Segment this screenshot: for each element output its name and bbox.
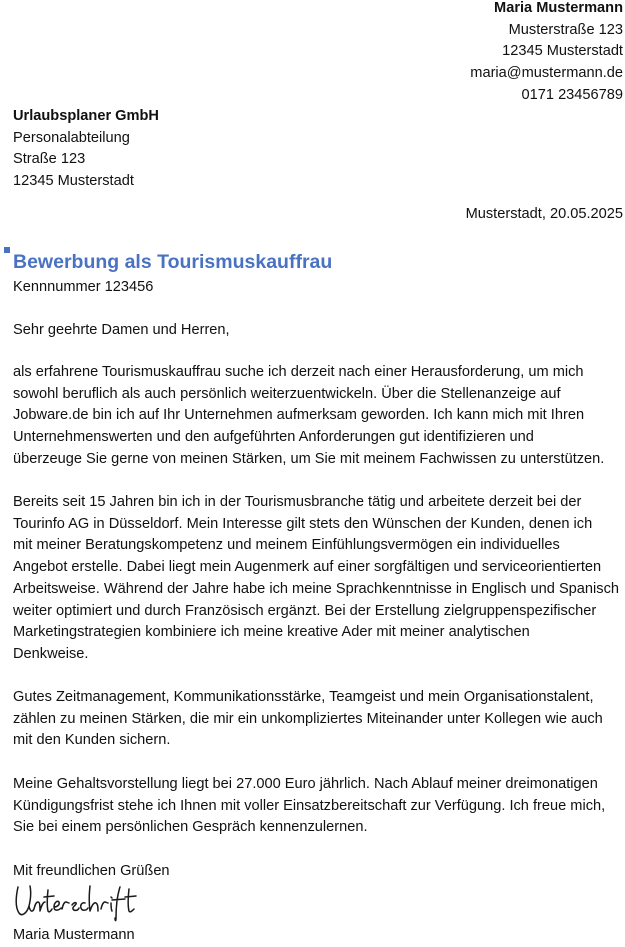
paragraph-line: mit den Kunden sichern. xyxy=(13,732,171,749)
letter-subject: Bewerbung als Tourismuskauffrau xyxy=(13,251,333,273)
recipient-street: Straße 123 xyxy=(13,151,86,168)
sender-address-block xyxy=(470,0,623,107)
sender-phone: 0171 23456789 xyxy=(521,86,623,103)
paragraph-line: Arbeitsweise. Während der Jahre habe ich meine Sprachkenntnisse in Englisch und Spanisch xyxy=(13,580,619,597)
subject-marker xyxy=(4,247,10,253)
paragraph-line: Kündigungsfrist stehe ich Ihnen mit voller Einsatzbereitschaft zur Verfügung. Ich freue mich, xyxy=(13,797,606,814)
reference-number: Kennnummer 123456 xyxy=(13,279,154,295)
sender-street: Musterstraße 123 xyxy=(508,21,623,38)
paragraph-line: zählen zu meinen Stärken, die mir ein unkompliziertes Miteinander unter Kollegen wie auch xyxy=(13,710,603,727)
sender-email: maria@mustermann.de xyxy=(470,65,623,82)
paragraph-line: Bereits seit 15 Jahren bin ich in der Tourismusbranche tätig und arbeitete derzeit bei der xyxy=(13,494,582,510)
paragraph-line: sowohl beruflich als auch persönlich weiterzuentwickeln. Über die Stellenanzeige auf xyxy=(13,385,561,402)
paragraph-line: Sie bei einem persönlichen Gespräch kennenzulernen. xyxy=(13,819,368,836)
paragraph-line: weiter optimiert und durch Französisch ergänzt. Bei der Erstellung zielgruppenspezifischer xyxy=(13,602,597,619)
salutation: Sehr geehrte Damen und Herren, xyxy=(13,322,230,338)
paragraph-line: Meine Gehaltsvorstellung liegt bei 27.000 Euro jährlich. Nach Ablauf meiner dreimonatigen xyxy=(13,776,598,792)
body-paragraph-2 xyxy=(13,492,617,666)
paragraph-line: überzeuge Sie gerne von meinen Stärken, um Sie mit meinem Fachwissen zu unterstützen. xyxy=(13,450,605,467)
paragraph-line: Gutes Zeitmanagement, Kommunikationsstärke, Teamgeist und mein Organisationstalent, xyxy=(13,689,594,705)
recipient-department: Personalabteilung xyxy=(13,129,130,146)
handwritten-signature xyxy=(12,880,137,924)
body-paragraph-4 xyxy=(13,774,617,839)
paragraph-line: Unternehmenswerten und den aufgeführten Anforderungen gut identifizieren und xyxy=(13,429,534,446)
recipient-address-block xyxy=(13,106,159,193)
paragraph-line: als erfahrene Tourismuskauffrau suche ich derzeit nach einer Herausforderung, um mich xyxy=(13,364,584,380)
paragraph-line: Angebot erstelle. Dabei liegt mein Augenmerk auf einer sorgfältigen und serviceorientierten xyxy=(13,559,602,576)
recipient-city: 12345 Musterstadt xyxy=(13,173,134,190)
recipient-company: Urlaubsplaner GmbH xyxy=(13,108,159,124)
body-paragraph-1 xyxy=(13,362,617,471)
closing-greeting: Mit freundlichen Grüßen xyxy=(13,863,170,879)
sender-city: 12345 Musterstadt xyxy=(502,43,623,60)
signer-name: Maria Mustermann xyxy=(13,927,135,943)
sender-name: Maria Mustermann xyxy=(494,0,623,16)
paragraph-line: mit meiner Beratungskompetenz und meinem Einfühlungsvermögen ein individuelles xyxy=(13,537,560,554)
letter-date: Musterstadt, 20.05.2025 xyxy=(465,206,623,222)
paragraph-line: Denkweise. xyxy=(13,645,89,662)
paragraph-line: Marketingstrategien kombiniere ich meine kreative Ader mit meiner analytischen xyxy=(13,624,530,641)
paragraph-line: Jobware.de bin ich auf Ihr Unternehmen aufmerksam geworden. Ich kann mich mit Ihren xyxy=(13,407,585,424)
paragraph-line: Tourinfo AG in Düsseldorf. Mein Interesse gilt stets den Wünschen der Kunden, denen ich xyxy=(13,515,593,532)
body-paragraph-3 xyxy=(13,687,617,752)
